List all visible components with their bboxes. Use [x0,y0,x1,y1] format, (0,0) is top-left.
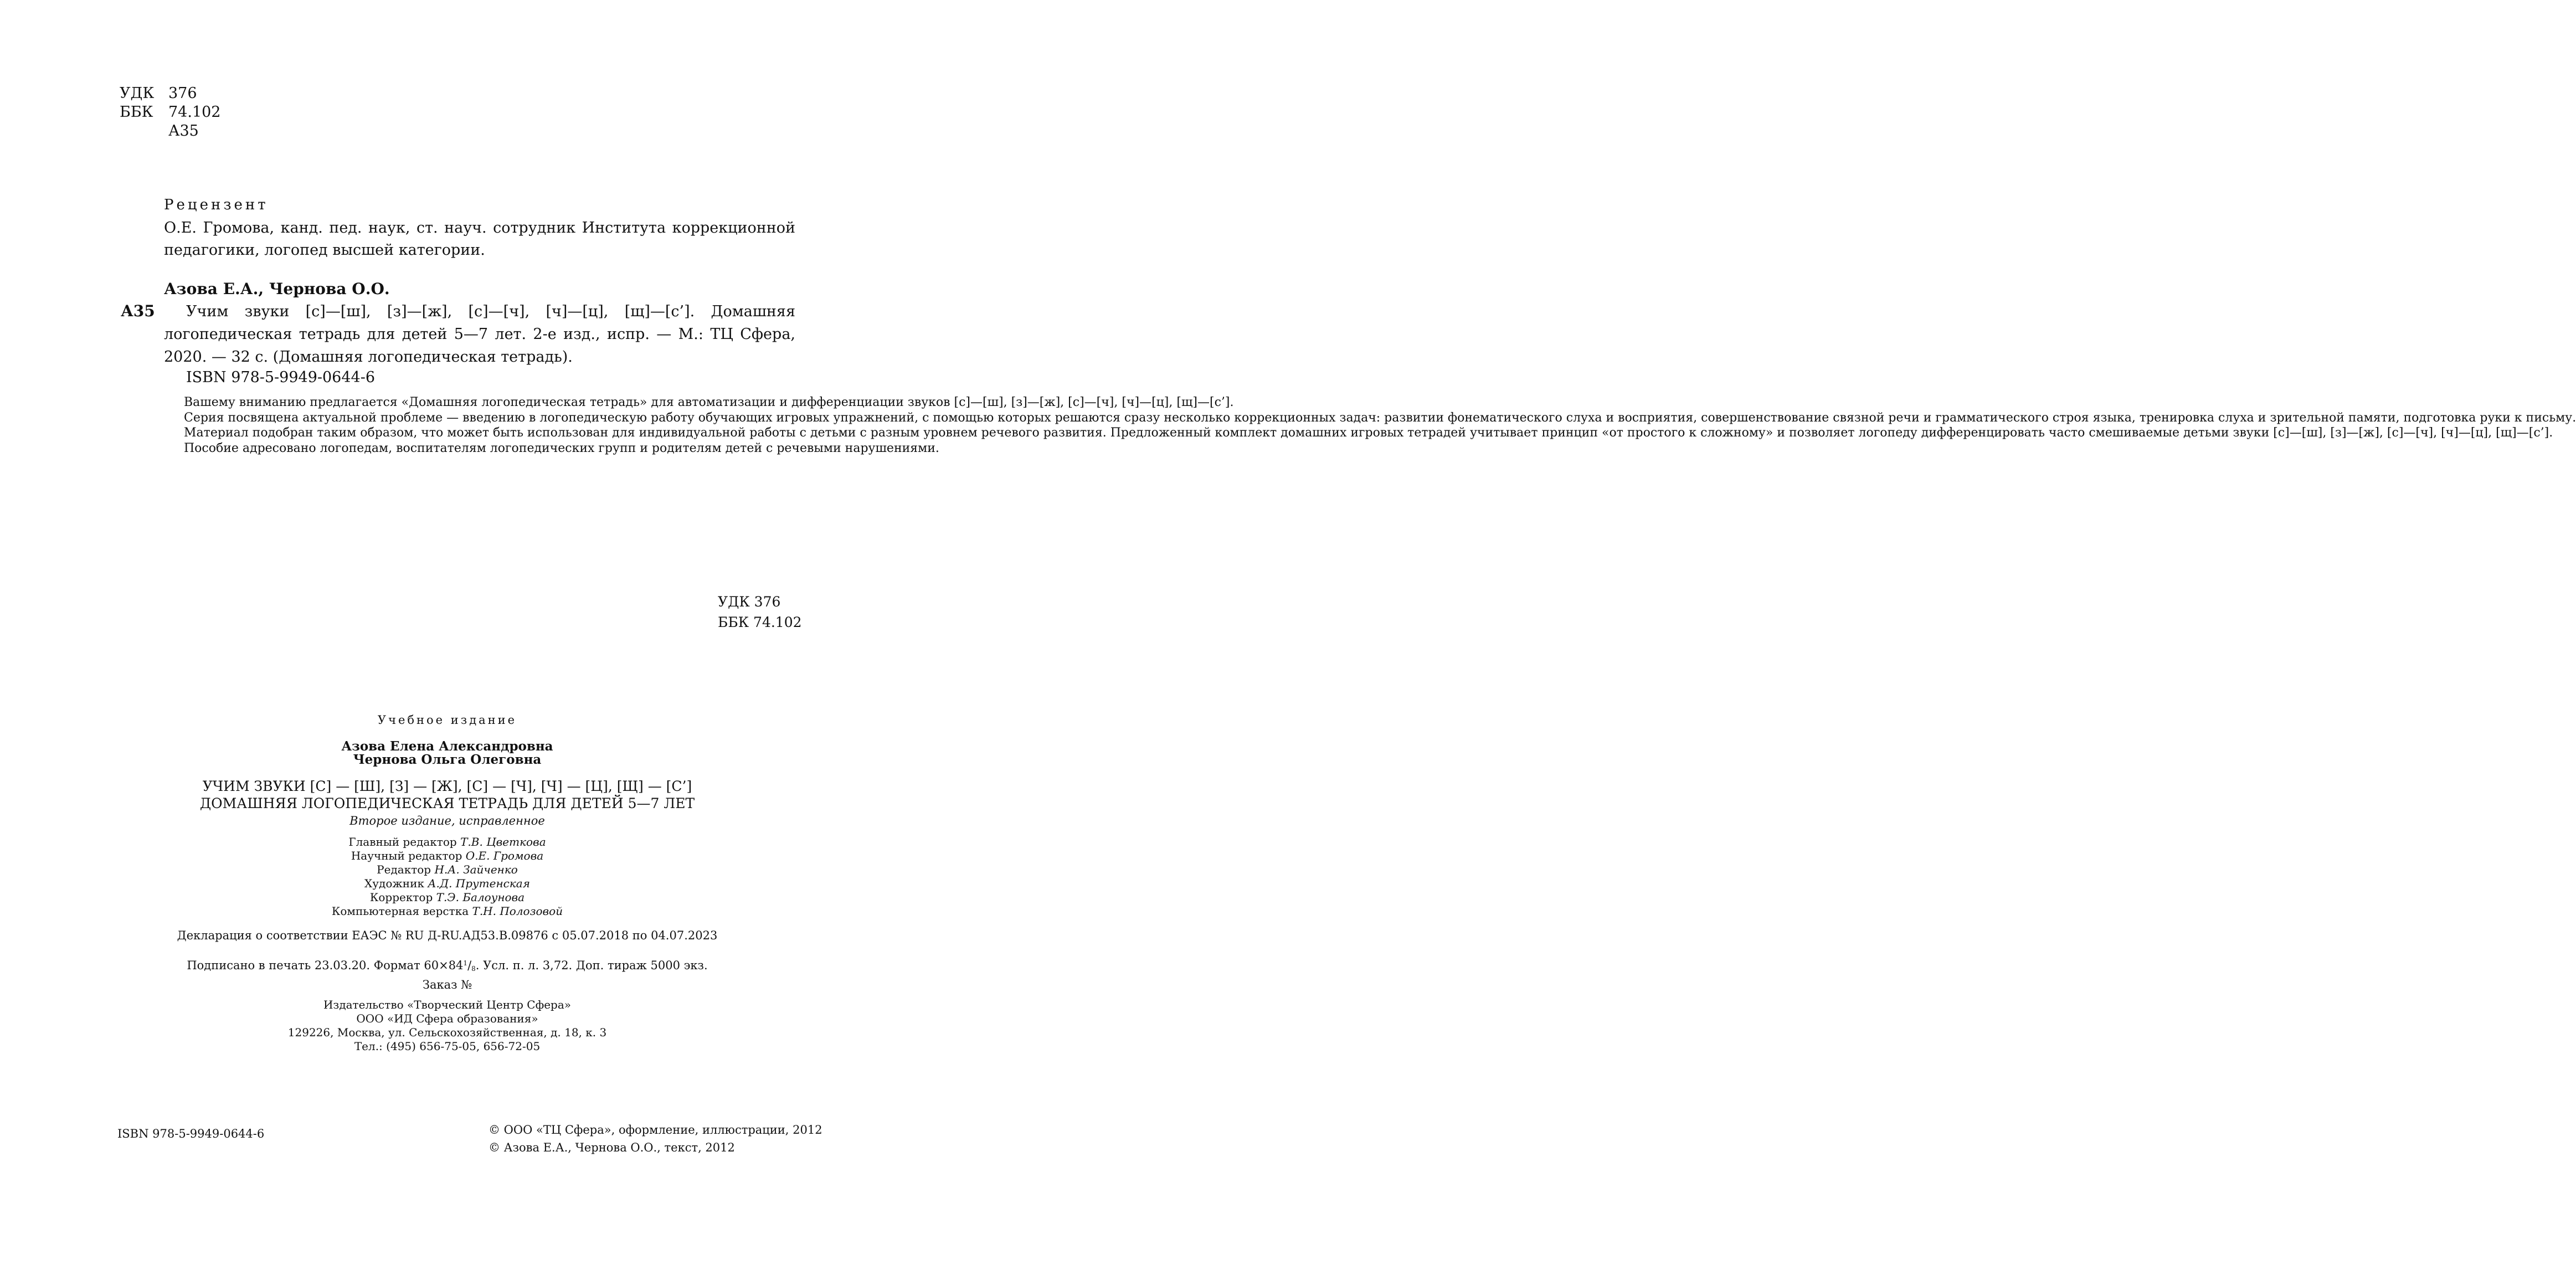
staff-name: А.Д. Прутенская [428,877,530,890]
staff-line [0,877,894,891]
imprint-authors [0,740,894,767]
bbk-label: ББК [120,104,153,121]
publisher-line: 129226, Москва, ул. Сельскохозяйственная, д. 18, к. 3 [287,1026,607,1039]
staff-role: Научный редактор [351,849,462,862]
reviewer-text: О.Е. Громова, канд. пед. наук, ст. науч. сотрудник Института коррекционной педагогики, логопед высшей категории. [164,219,795,259]
imprint-title-line: УЧИМ ЗВУКИ [С] — [Ш], [З] — [Ж], [С] — [Ч], [Ч] — [Ц], [Щ] — [С’] [202,778,692,794]
staff-name: Т.Н. Полозовой [472,904,563,918]
edition-note: Второе издание, исправленное [349,814,545,827]
format-fraction-num: 1 [463,959,468,967]
staff-list [0,835,894,918]
print-info [0,955,894,993]
annotation [164,395,2576,456]
udk-label: УДК [120,85,155,102]
staff-role: Главный редактор [348,835,457,849]
print-line: Подписано в печать 23.03.20. Формат $60\times 84^1/_8$. Усл. п. л. 3,72. Доп. тираж 5000 экз. [187,959,708,973]
print-before: Подписано в печать 23.03.20. Формат 60×84 [187,959,464,972]
udk-line [120,84,197,103]
bbk-footer: ББК 74.102 [718,614,802,630]
copyright-line: © Азова Е.А., Чернова О.О., текст, 2012 [489,1141,735,1154]
staff-name: О.Е. Громова [465,849,544,862]
imprint-title [0,778,894,812]
footer-isbn: ISBN 978-5-9949-0644-6 [117,1127,265,1140]
print-after: . Усл. п. л. 3,72. Доп. тираж 5000 экз. [475,959,708,972]
staff-role: Корректор [369,891,433,904]
staff-line [0,904,894,918]
annotation-paragraph: Материал подобран таким образом, что может быть использован для индивидуальной работы с детьми с разным уровнем речевого развития. Предложенный комплект домашних игровых тетрадей учитывает принцип «от простого к сложному» и позволяет логопеду дифференцировать часто смешиваемые детьми звуки [с]—[ш], [з]—[ж], [с]—[ч], [ч]—[ц], [щ]—[с’]. [184,426,2553,440]
imprint-author: Азова Елена Александровна [341,739,553,754]
imprint-title-line: ДОМАШНЯЯ ЛОГОПЕДИЧЕСКАЯ ТЕТРАДЬ ДЛЯ ДЕТЕЙ 5—7 ЛЕТ [199,795,695,811]
publisher-line: ООО «ИД Сфера образования» [356,1012,538,1025]
staff-role: Художник [364,877,424,890]
classification-footer [718,592,802,632]
publisher-info [0,998,894,1053]
staff-line [0,891,894,904]
catalog-isbn: ISBN 978-5-9949-0644-6 [186,369,376,386]
format-fraction-den: 8 [471,965,476,973]
copyright-block [489,1121,822,1156]
bbk-line [120,103,220,122]
staff-name: Т.Э. Балоунова [436,891,525,904]
imprint-author: Чернова Ольга Олеговна [353,752,542,767]
staff-role: Редактор [377,863,431,876]
udk-value: 376 [168,85,197,102]
annotation-paragraph: Пособие адресовано логопедам, воспитателям логопедических групп и родителям детей с речевыми нарушениями. [184,441,939,456]
catalog-description-text: Учим звуки [с]—[ш], [з]—[ж], [с]—[ч], [ч]—[ц], [щ]—[с’]. Домашняя логопедическая тетрадь для детей 5—7 лет. 2-е изд., испр. — М.: ТЦ Сфера, 2020. — 32 с. (Домашняя логопедическая тетрадь). [164,303,795,366]
annotation-paragraph: Серия посвящена актуальной проблеме — введению в логопедическую работу обучающих игровых упражнений, с помощью которых решаются сразу несколько коррекционных задач: развитии фонематического слуха и восприятия, совершенствование связной речи и грамматического строя языка, тренировка слуха и зрительной памяти, подготовка руки к письму. [184,410,2576,425]
catalog-authors: Азова Е.А., Чернова О.О. [164,280,390,298]
order-line: Заказ № [422,978,472,991]
copyright-line: © ООО «ТЦ Сфера», оформление, иллюстрации, 2012 [489,1123,822,1137]
publisher-line: Тел.: (495) 656-75-05, 656-72-05 [354,1040,541,1053]
staff-line [0,849,894,863]
staff-role: Компьютерная верстка [331,904,469,918]
catalog-sign: А35 [121,302,155,320]
staff-line [0,835,894,849]
staff-name: Н.А. Зайченко [434,863,518,876]
annotation-paragraph: Вашему вниманию предлагается «Домашняя логопедическая тетрадь» для автоматизации и дифференциации звуков [с]—[ш], [з]—[ж], [с]—[ч], [ч]—[ц], [щ]—[с’]. [184,395,1234,409]
edition-type: Учебное издание [377,713,517,727]
udk-footer: УДК 376 [718,594,781,610]
declaration: Декларация о соответствии ЕАЭС № RU Д-RU.АД53.В.09876 с 05.07.2018 по 04.07.2023 [177,929,718,942]
staff-line [0,863,894,877]
staff-name: Т.В. Цветкова [460,835,546,849]
catalog-description [164,300,795,368]
reviewer-heading: Рецензент [164,197,269,213]
bbk-value: 74.102 [168,104,221,121]
author-sign: А35 [168,122,199,140]
publisher-line: Издательство «Творческий Центр Сфера» [323,998,572,1011]
